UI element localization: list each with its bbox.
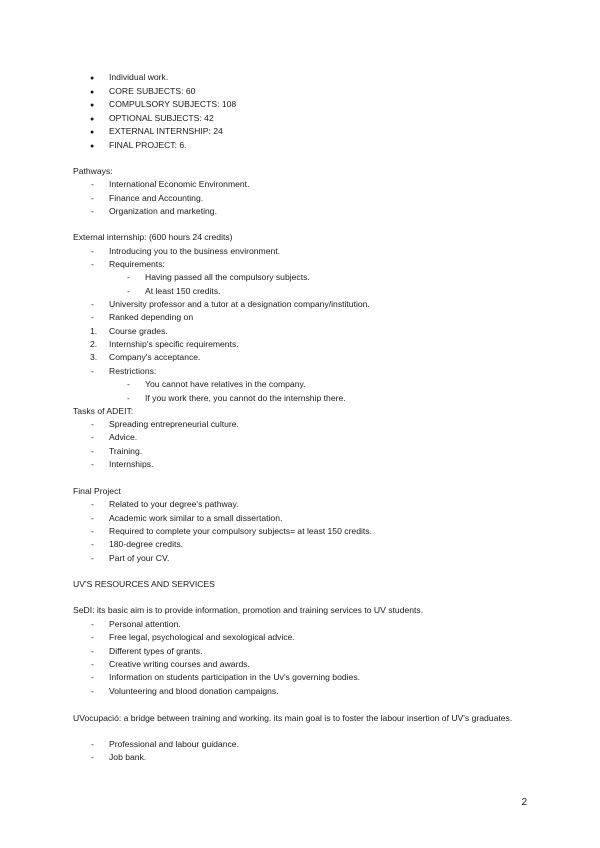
page-number: 2: [521, 797, 527, 808]
dash-marker: -: [91, 619, 94, 629]
bullet-icon: ●: [90, 75, 95, 82]
list-item: Spreading entrepreneurial culture.: [109, 419, 239, 429]
bullet-icon: ●: [90, 129, 95, 136]
list-item: Job bank.: [109, 752, 147, 762]
dash-marker: -: [91, 659, 94, 669]
dash-marker: -: [127, 379, 130, 389]
dash-marker: -: [91, 539, 94, 549]
dash-marker: -: [91, 752, 94, 762]
dash-marker: -: [127, 272, 130, 282]
list-item: Introducing you to the business environment.: [109, 246, 281, 256]
dash-marker: -: [127, 393, 130, 403]
list-item: Organization and marketing.: [109, 206, 217, 216]
dash-marker: -: [91, 672, 94, 682]
list-item: Volunteering and blood donation campaigns.: [109, 686, 279, 696]
list-item: Advice.: [109, 432, 138, 442]
list-item: International Economic Environment.: [109, 179, 250, 189]
dash-marker: -: [91, 179, 94, 189]
list-item: If you work there, you cannot do the internship there.: [145, 393, 346, 403]
dash-marker: -: [91, 553, 94, 563]
uvocupacio-intro: UVocupació: a bridge between training and working. its main goal is to foster the labour insertion of UV's graduates.: [73, 713, 513, 723]
dash-marker: -: [91, 299, 94, 309]
list-item: Requirements:: [109, 259, 165, 269]
list-item: Free legal, psychological and sexological advice.: [109, 632, 295, 642]
list-item: EXTERNAL INTERNSHIP: 24: [109, 126, 223, 136]
dash-marker: -: [127, 286, 130, 296]
list-item: Finance and Accounting.: [109, 193, 204, 203]
list-item: University professor and a tutor at a designation company/institution.: [109, 299, 370, 309]
list-item: Different types of grants.: [109, 646, 203, 656]
adeit-heading: Tasks of ADEIT:: [73, 406, 134, 416]
dash-marker: -: [91, 193, 94, 203]
list-item: Academic work similar to a small dissertation.: [109, 513, 283, 523]
resources-heading: UV'S RESOURCES AND SERVICES: [73, 579, 215, 589]
list-item: 180-degree credits.: [109, 539, 184, 549]
number-marker: 1.: [90, 326, 98, 336]
list-item: FINAL PROJECT: 6.: [109, 140, 187, 150]
list-item: OPTIONAL SUBJECTS: 42: [109, 113, 214, 123]
dash-marker: -: [91, 312, 94, 322]
list-item: Company's acceptance.: [109, 352, 201, 362]
bullet-icon: ●: [90, 116, 95, 123]
list-item: Related to your degree's pathway.: [109, 499, 239, 509]
dash-marker: -: [91, 259, 94, 269]
list-item: You cannot have relatives in the company.: [145, 379, 306, 389]
list-item: Having passed all the compulsory subjects.: [145, 272, 310, 282]
list-item: Information on students participation in the Uv's governing bodies.: [109, 672, 361, 682]
dash-marker: -: [91, 526, 94, 536]
number-marker: 2.: [90, 339, 98, 349]
list-item: At least 150 credits.: [145, 286, 221, 296]
list-item: Internships.: [109, 459, 154, 469]
dash-marker: -: [91, 446, 94, 456]
list-item: Internship's specific requirements.: [109, 339, 239, 349]
list-item: Professional and labour guidance.: [109, 739, 239, 749]
dash-marker: -: [91, 499, 94, 509]
list-item: COMPULSORY SUBJECTS: 108: [109, 99, 237, 109]
list-item: Course grades.: [109, 326, 168, 336]
dash-marker: -: [91, 246, 94, 256]
dash-marker: -: [91, 739, 94, 749]
list-item: Restrictions:: [109, 366, 157, 376]
dash-marker: -: [91, 632, 94, 642]
dash-marker: -: [91, 419, 94, 429]
list-item: Ranked depending on: [109, 312, 194, 322]
dash-marker: -: [91, 366, 94, 376]
dash-marker: -: [91, 206, 94, 216]
internship-heading: External internship: (600 hours 24 credits): [73, 232, 233, 242]
list-item: Training.: [109, 446, 143, 456]
bullet-icon: ●: [90, 89, 95, 96]
bullet-icon: ●: [90, 143, 95, 150]
list-item: Personal attention.: [109, 619, 181, 629]
dash-marker: -: [91, 513, 94, 523]
list-item: Individual work.: [109, 72, 169, 82]
sedi-intro: SeDI: its basic aim is to provide information, promotion and training services to UV students.: [73, 605, 424, 615]
list-item: Part of your CV.: [109, 553, 170, 563]
bullet-icon: ●: [90, 102, 95, 109]
final-project-heading: Final Project: [73, 486, 121, 496]
dash-marker: -: [91, 432, 94, 442]
list-item: Required to complete your compulsory subjects= at least 150 credits.: [109, 526, 372, 536]
dash-marker: -: [91, 646, 94, 656]
dash-marker: -: [91, 686, 94, 696]
list-item: Creative writing courses and awards.: [109, 659, 250, 669]
list-item: CORE SUBJECTS: 60: [109, 86, 196, 96]
pathways-heading: Pathways:: [73, 166, 113, 176]
dash-marker: -: [91, 459, 94, 469]
number-marker: 3.: [90, 352, 98, 362]
